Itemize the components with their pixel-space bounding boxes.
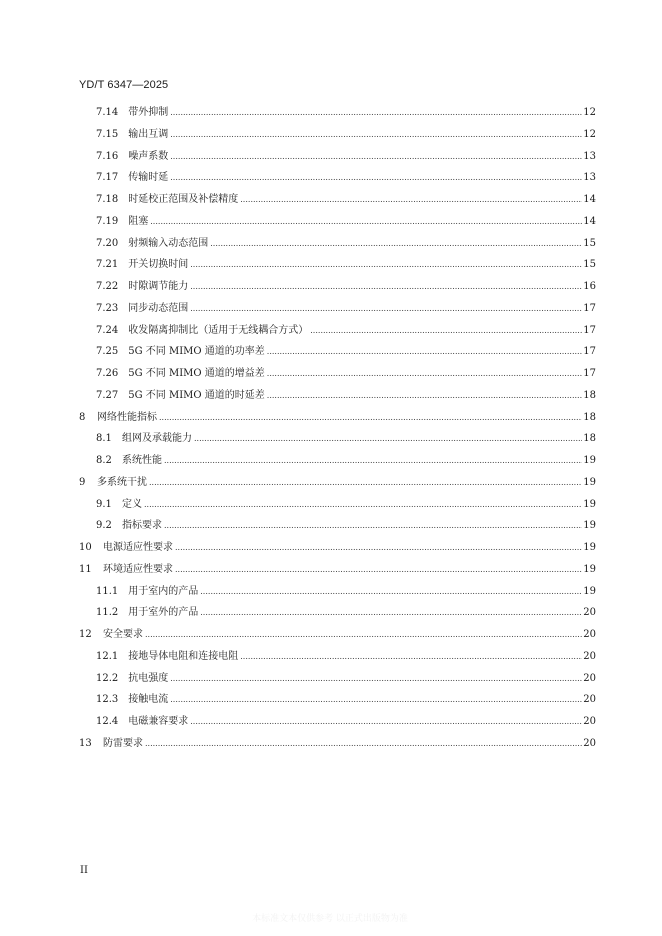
toc-entry-7-27[interactable] [96, 386, 596, 402]
toc-leader-dots [170, 108, 582, 117]
toc-entry-page: 15 [583, 237, 596, 249]
toc-entry-9-2[interactable] [96, 516, 596, 532]
toc-entry-page: 17 [583, 324, 596, 336]
toc-leader-dots [175, 543, 582, 552]
toc-entry-title: 时隙调节能力 [128, 281, 189, 292]
toc-entry-7-25[interactable] [96, 342, 596, 358]
toc-entry-title: 噪声系数 [128, 150, 169, 162]
toc-entry-title: 接地导体电阻和连接电阻 [128, 650, 239, 662]
toc-entry-title: 电磁兼容要求 [128, 716, 189, 727]
toc-entry-page: 14 [583, 215, 596, 227]
toc-entry-title: 多系统干扰 [97, 476, 147, 488]
toc-entry-page: 13 [583, 150, 596, 162]
toc-entry-7-15[interactable] [96, 125, 596, 141]
toc-entry-page: 18 [583, 433, 596, 445]
toc-leader-dots [159, 413, 582, 422]
toc-entry-12-2[interactable] [96, 669, 596, 685]
toc-entry-page: 20 [583, 716, 596, 727]
toc-entry-7-21[interactable] [96, 255, 596, 271]
toc-entry-number: 7.25 [96, 346, 119, 358]
toc-leader-dots [267, 391, 582, 400]
toc-entry-title: 同步动态范围 [128, 302, 189, 314]
toc-entry-7-14[interactable] [96, 103, 596, 119]
toc-entry-number: 11.2 [96, 607, 119, 619]
toc-entry-9[interactable] [79, 473, 596, 489]
watermark-text: 本标准文本仅供参考 以正式出版物为准 [252, 914, 408, 924]
toc-entry-12-4[interactable] [96, 712, 596, 728]
toc-entry-title: 传输时延 [128, 172, 169, 184]
toc-leader-dots [145, 739, 582, 748]
toc-entry-12-3[interactable] [96, 690, 596, 706]
toc-entry-number: 8.1 [96, 433, 112, 445]
toc-entry-number: 7.23 [96, 302, 119, 314]
toc-entry-page: 19 [583, 520, 596, 532]
toc-entry-title: 接触电流 [128, 694, 169, 706]
toc-entry-number: 8.2 [96, 455, 112, 466]
toc-entry-12-1[interactable] [96, 647, 596, 663]
toc-leader-dots [190, 717, 582, 726]
toc-entry-number: 10 [79, 542, 92, 553]
toc-entry-number: 11.1 [96, 585, 119, 597]
toc-entry-page: 19 [583, 585, 596, 597]
toc-leader-dots [164, 456, 582, 465]
toc-leader-dots [240, 652, 582, 661]
toc-entry-7-22[interactable] [96, 277, 596, 293]
toc-leader-dots [144, 500, 582, 509]
toc-entry-number: 7.21 [96, 259, 119, 271]
toc-entry-title: 5G 不同 MIMO 通道的增益差 [128, 368, 265, 379]
toc-entry-number: 7.22 [96, 281, 119, 292]
toc-entry-page: 17 [583, 346, 596, 358]
toc-entry-title: 网络性能指标 [97, 411, 157, 423]
toc-entry-8-1[interactable] [96, 429, 596, 445]
toc-entry-number: 7.26 [96, 368, 119, 379]
toc-leader-dots [200, 608, 582, 617]
toc-entry-number: 7.20 [96, 237, 119, 249]
toc-entry-page: 20 [583, 629, 596, 640]
toc-leader-dots [210, 239, 582, 248]
toc-entry-7-19[interactable] [96, 212, 596, 228]
toc-entry-10[interactable] [79, 538, 596, 554]
toc-leader-dots [240, 195, 582, 204]
toc-entry-number: 9.1 [96, 498, 112, 510]
toc-entry-title: 时延校正范围及补偿精度 [128, 194, 239, 205]
toc-entry-number: 7.15 [96, 128, 119, 140]
toc-entry-number: 7.27 [96, 389, 119, 401]
toc-entry-7-18[interactable] [96, 190, 596, 206]
toc-entry-title: 组网及承载能力 [122, 433, 192, 445]
toc-entry-title: 带外抑制 [128, 107, 169, 118]
toc-entry-7-20[interactable] [96, 234, 596, 250]
toc-entry-title: 收发隔离抑制比（适用于无线耦合方式） [128, 324, 309, 336]
toc-entry-page: 19 [583, 498, 596, 510]
toc-entry-title: 5G 不同 MIMO 通道的时延差 [128, 389, 265, 401]
toc-entry-page: 18 [583, 411, 596, 423]
toc-entry-number: 12.1 [96, 650, 119, 662]
page-number: II [80, 865, 88, 876]
toc-leader-dots [190, 282, 582, 291]
toc-entry-number: 12.3 [96, 694, 119, 706]
toc-entry-title: 指标要求 [122, 520, 162, 532]
toc-entry-8[interactable] [79, 408, 596, 424]
toc-entry-page: 19 [583, 542, 596, 553]
toc-entry-number: 13 [79, 737, 92, 749]
toc-entry-9-1[interactable] [96, 495, 596, 511]
toc-entry-number: 9.2 [96, 520, 112, 532]
toc-entry-title: 电源适应性要求 [103, 542, 173, 553]
toc-entry-13[interactable] [79, 734, 596, 750]
toc-entry-page: 19 [583, 476, 596, 488]
toc-entry-title: 安全要求 [103, 629, 143, 640]
toc-leader-dots [170, 695, 582, 704]
toc-entry-page: 14 [583, 194, 596, 205]
toc-entry-title: 定义 [122, 498, 142, 510]
toc-leader-dots [310, 326, 582, 335]
toc-leader-dots [200, 587, 582, 596]
toc-entry-number: 7.17 [96, 172, 119, 184]
toc-entry-number: 7.24 [96, 324, 119, 336]
toc-entry-number: 7.14 [96, 107, 119, 118]
toc-entry-title: 开关切换时间 [128, 259, 189, 271]
toc-leader-dots [267, 369, 582, 378]
toc-entry-title: 用于室外的产品 [128, 607, 199, 619]
toc-entry-11-2[interactable] [96, 603, 596, 619]
toc-leader-dots [170, 152, 582, 161]
toc-entry-page: 17 [583, 368, 596, 379]
toc-entry-7-26[interactable] [96, 364, 596, 380]
toc-entry-title: 防雷要求 [103, 737, 143, 749]
toc-entry-title: 阻塞 [128, 215, 149, 227]
toc-entry-number: 12.4 [96, 716, 119, 727]
document-code-header: YD/T 6347—2025 [79, 79, 169, 91]
toc-leader-dots [175, 565, 582, 574]
toc-leader-dots [170, 674, 582, 683]
toc-leader-dots [150, 217, 582, 226]
toc-entry-number: 11 [79, 563, 92, 575]
toc-entry-page: 17 [583, 302, 596, 314]
toc-leader-dots [149, 478, 582, 487]
toc-entry-number: 7.16 [96, 150, 119, 162]
toc-entry-number: 8 [79, 411, 86, 423]
toc-entry-title: 抗电强度 [128, 672, 169, 684]
toc-entry-page: 20 [583, 672, 596, 684]
toc-entry-page: 13 [583, 172, 596, 184]
toc-entry-page: 16 [583, 281, 596, 292]
toc-entry-7-24[interactable] [96, 321, 596, 337]
toc-entry-number: 12.2 [96, 672, 119, 684]
toc-entry-page: 15 [583, 259, 596, 271]
toc-entry-title: 输出互调 [128, 128, 169, 140]
toc-entry-number: 12 [79, 629, 92, 640]
toc-entry-number: 7.19 [96, 215, 119, 227]
toc-entry-page: 12 [583, 107, 596, 118]
toc-entry-11[interactable] [79, 560, 596, 576]
toc-leader-dots [194, 434, 582, 443]
toc-entry-page: 20 [583, 694, 596, 706]
toc-leader-dots [267, 347, 582, 356]
toc-entry-number: 7.18 [96, 194, 119, 205]
toc-entry-page: 12 [583, 128, 596, 140]
toc-entry-title: 用于室内的产品 [128, 585, 199, 597]
toc-entry-page: 19 [583, 455, 596, 466]
toc-entry-page: 18 [583, 389, 596, 401]
toc-entry-title: 环境适应性要求 [103, 563, 173, 575]
toc-leader-dots [145, 630, 582, 639]
toc-entry-page: 19 [583, 563, 596, 575]
toc-entry-12[interactable] [79, 625, 596, 641]
toc-entry-title: 5G 不同 MIMO 通道的功率差 [128, 346, 265, 358]
toc-entry-8-2[interactable] [96, 451, 596, 467]
toc-leader-dots [170, 130, 582, 139]
toc-entry-7-17[interactable] [96, 168, 596, 184]
toc-entry-11-1[interactable] [96, 582, 596, 598]
toc-entry-title: 系统性能 [122, 455, 162, 466]
toc-entry-7-23[interactable] [96, 299, 596, 315]
toc-entry-page: 20 [583, 607, 596, 619]
toc-leader-dots [164, 521, 582, 530]
toc-entry-number: 9 [79, 476, 86, 488]
toc-leader-dots [190, 260, 582, 269]
toc-entry-page: 20 [583, 737, 596, 749]
toc-entry-title: 射频输入动态范围 [128, 237, 209, 249]
toc-entry-page: 20 [583, 650, 596, 662]
toc-leader-dots [170, 173, 582, 182]
toc-entry-7-16[interactable] [96, 147, 596, 163]
toc-leader-dots [190, 304, 582, 313]
